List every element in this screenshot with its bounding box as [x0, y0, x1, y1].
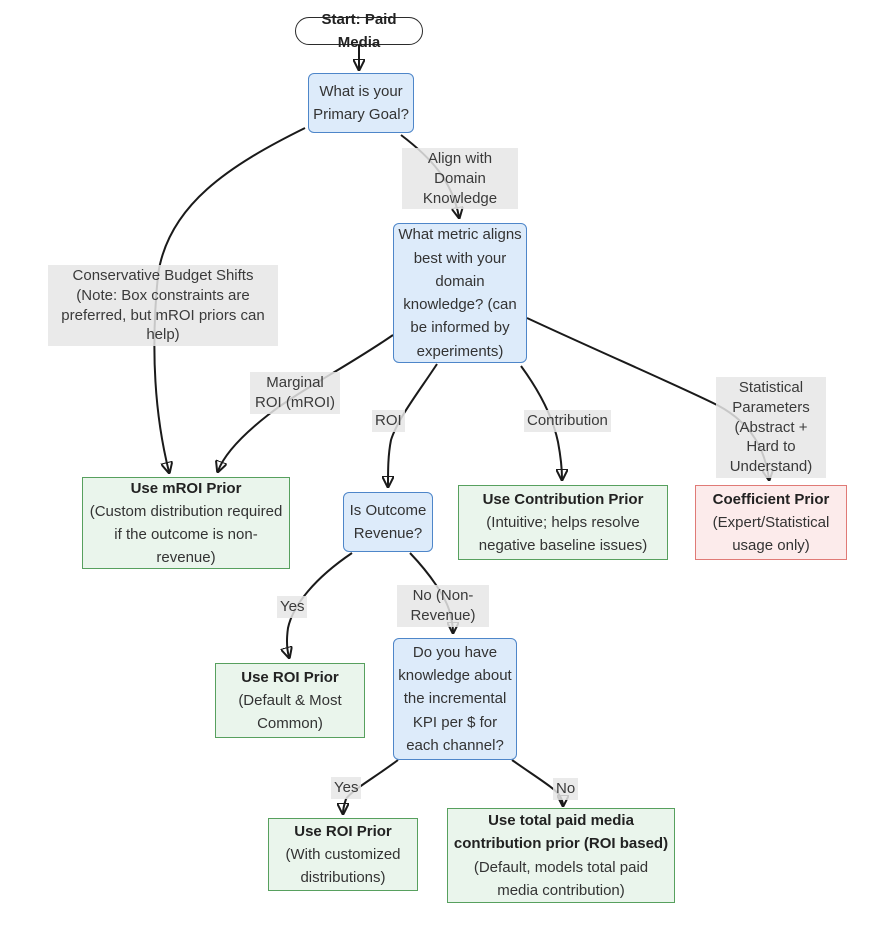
edge-label-contribution: Contribution — [524, 410, 611, 432]
node-roi-prior-custom-title: Use ROI Prior — [294, 822, 392, 840]
edge-label-no-kpi: No — [553, 778, 578, 800]
node-contribution-prior-subtitle: (Intuitive; helps resolve negative baseline issues) — [478, 513, 648, 555]
node-kpi-knowledge — [393, 638, 517, 760]
node-metric-question-label: What metric aligns best with your domain knowledge? (can be informed by experiments) — [398, 226, 522, 360]
edge-label-yes-revenue: Yes — [277, 596, 307, 618]
node-roi-prior-default-title: Use ROI Prior — [241, 668, 339, 686]
node-primary-goal — [308, 73, 414, 133]
edge-label-statistical-params: Statistical Parameters (Abstract + Hard to Understand) — [716, 377, 826, 478]
edge-label-no-non-revenue: No (Non-Revenue) — [397, 585, 489, 627]
node-total-contribution-prior-title: Use total paid media contribution prior (ROI based) — [453, 812, 669, 853]
edge-label-conservative-budget: Conservative Budget Shifts (Note: Box constraints are preferred, but mROI priors can help) — [48, 265, 278, 346]
node-coefficient-prior-subtitle: (Expert/Statistical usage only) — [712, 513, 830, 555]
node-roi-prior-default-subtitle: (Default & Most Common) — [238, 691, 342, 733]
node-total-contribution-prior-subtitle: (Default, models total paid media contribution) — [473, 858, 649, 899]
node-mroi-prior-subtitle: (Custom distribution required if the outcome is non-revenue) — [89, 502, 283, 567]
node-is-outcome-revenue — [343, 492, 433, 552]
node-primary-goal-label: What is your Primary Goal? — [313, 82, 409, 123]
node-contribution-prior — [458, 485, 668, 560]
node-contribution-prior-title: Use Contribution Prior — [482, 490, 644, 508]
edge-label-align-domain: Align with Domain Knowledge — [402, 148, 518, 209]
node-is-outcome-revenue-label: Is Outcome Revenue? — [349, 501, 427, 542]
node-metric-question — [393, 223, 527, 363]
node-total-contribution-prior — [447, 808, 675, 903]
node-coefficient-prior-title: Coefficient Prior — [712, 490, 830, 508]
node-kpi-knowledge-label: Do you have knowledge about the incremental KPI per $ for each channel? — [398, 643, 512, 754]
node-roi-prior-custom — [268, 818, 418, 891]
edge-label-roi: ROI — [372, 410, 405, 432]
edge-label-marginal-roi: Marginal ROI (mROI) — [250, 372, 340, 414]
node-roi-prior-custom-subtitle: (With customized distributions) — [285, 845, 401, 887]
node-coefficient-prior — [695, 485, 847, 560]
node-mroi-prior — [82, 477, 290, 569]
edge-label-yes-kpi: Yes — [331, 777, 361, 799]
node-start-label: Start: Paid Media — [321, 10, 397, 51]
node-start — [295, 10, 423, 51]
node-mroi-prior-title: Use mROI Prior — [130, 479, 242, 497]
node-roi-prior-default — [215, 663, 365, 738]
